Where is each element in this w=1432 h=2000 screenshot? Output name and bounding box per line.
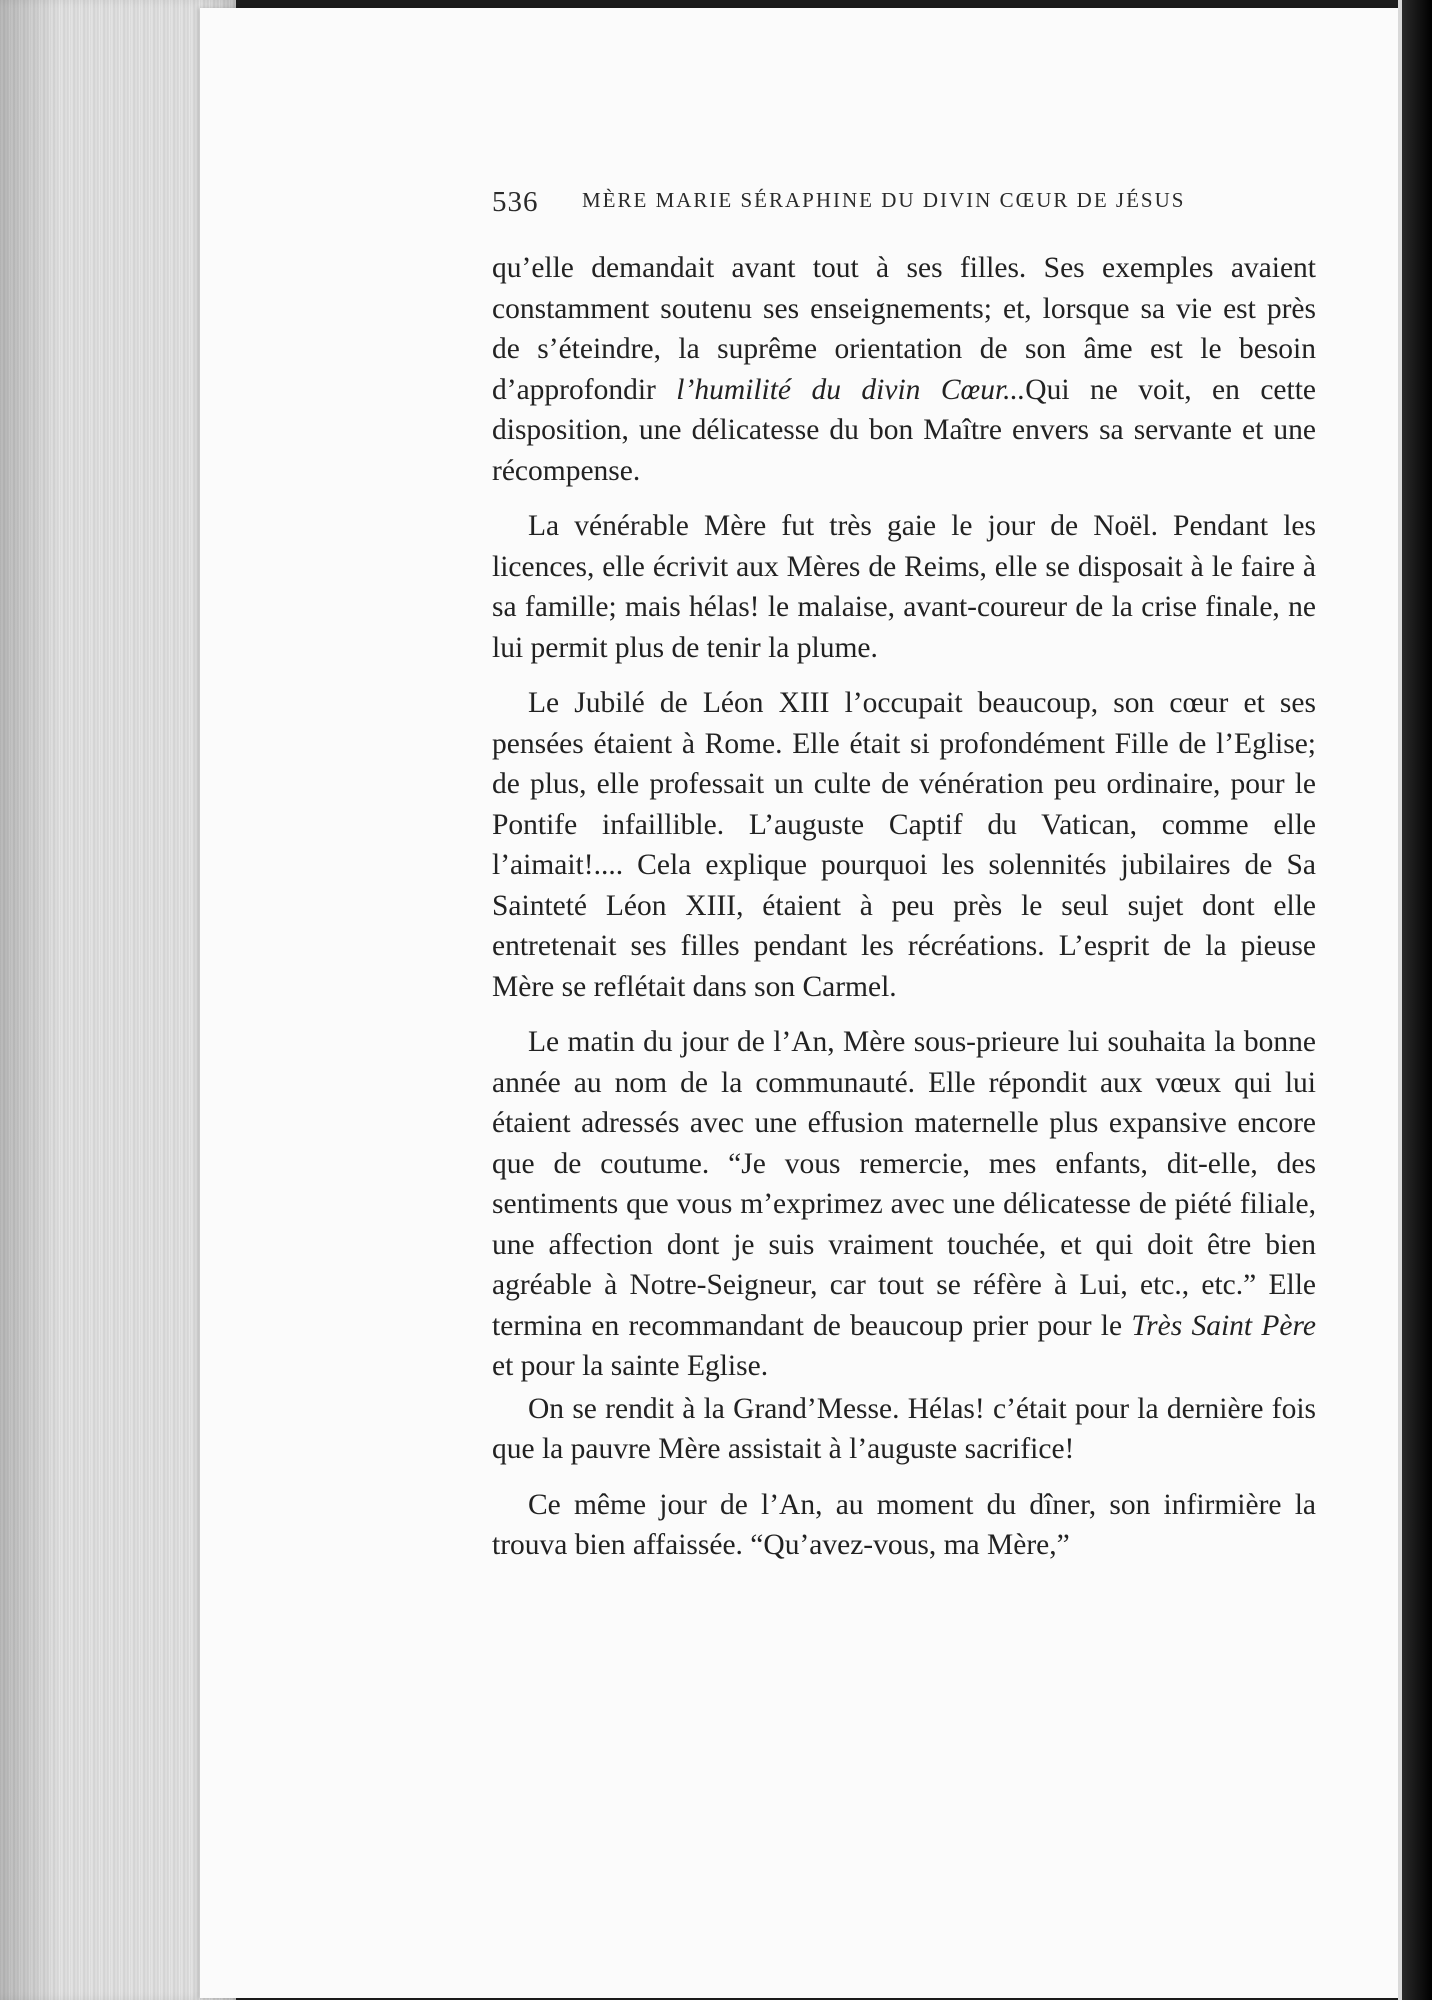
paragraph-1-text-b: Qui ne voit, en cette disposition, une délicatesse du bon Maître envers sa servante et une récompense. <box>492 373 1316 487</box>
paragraph-1-italic: l’humilité du divin Cœur... <box>676 373 1026 406</box>
page-number: 536 <box>492 186 539 218</box>
paragraph-4-italic: Très Saint Père <box>1131 1309 1316 1342</box>
paragraph-3: Le Jubilé de Léon XIII l’occupait beaucoup, son cœur et ses pensées étaient à Rome. Elle était si profondément Fille de l’Eglise; de plus, elle professait un culte de vénération peu ordinaire, pour le Pontife infaillible. L’auguste Captif du Vatican, comme elle l’aimait!.... Cela explique pourquoi les solennités jubilaires de Sa Sainteté Léon XIII, étaient à peu près le seul sujet dont elle entretenait ses filles pendant les récréations. L’esprit de la pieuse Mère se reflétait dans son Carmel. <box>492 687 1316 1003</box>
paragraph-2: La vénérable Mère fut très gaie le jour de Noël. Pendant les licences, elle écrivit aux Mères de Reims, elle se disposait à le faire à sa famille; mais hélas! le malaise, avant-coureur de la crise finale, ne lui permit plus de tenir la plume. <box>492 510 1316 664</box>
paragraph-1-text-a: qu’elle demandait avant tout à ses filles. Ses exemples avaient constamment soutenu ses enseignements; et, lorsque sa vie est près de s’éteindre, la suprême orientation de son âme est le besoin d’approfondir <box>492 252 1316 406</box>
paragraph-1 <box>492 248 1316 491</box>
paragraph-4-text-b: et pour la sainte Eglise. <box>492 1350 769 1382</box>
running-head <box>492 186 1282 226</box>
scan-background <box>1402 0 1432 2000</box>
paragraph-4-text-a: Le matin du jour de l’An, Mère sous-prieure lui souhaita la bonne année au nom de la communauté. Elle répondit aux vœux qui lui étaient adressés avec une effusion maternelle plus expansive encore que de coutume. “Je vous remercie, mes enfants, dit-elle, des sentiments que vous m’exprimez avec une délicatesse de piété filiale, une affection dont je suis vraiment touchée, et qui doit être bien agréable à Notre-Seigneur, car tout se réfère à Lui, etc., etc.” Elle termina en recommandant de beaucoup prier pour le <box>492 1026 1316 1342</box>
body-text <box>492 248 1316 1566</box>
paragraph-4 <box>492 1022 1316 1387</box>
paragraph-6: Ce même jour de l’An, au moment du dîner, son infirmière la trouva bien affaissée. “Qu’avez-vous, ma Mère,” <box>492 1488 1316 1561</box>
paragraph-5: On se rendit à la Grand’Messe. Hélas! c’était pour la dernière fois que la pauvre Mère assistait à l’auguste sacrifice! <box>492 1392 1316 1465</box>
running-title: MÈRE MARIE SÉRAPHINE DU DIVIN CŒUR DE JÉSUS <box>582 188 1186 212</box>
